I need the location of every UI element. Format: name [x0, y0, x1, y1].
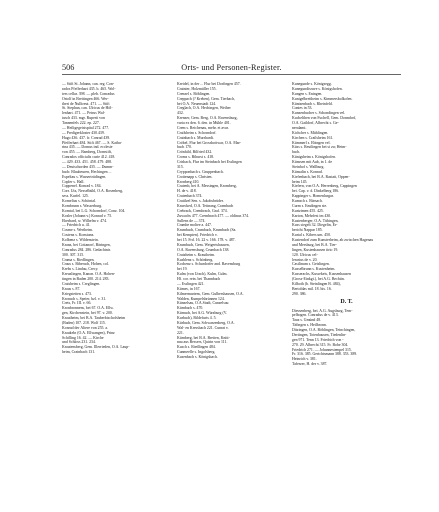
register-entry: Tannenfels 222. ep. 227. — [62, 121, 100, 125]
register-columns — [62, 82, 401, 367]
register-entry: Craisheim s. Creglingen. — [62, 281, 101, 286]
register-entry: tusch 433. mgr. Ruperti von — [62, 116, 105, 121]
register-entry: Kilboth (b. Steinlingen B. 484), — [292, 281, 341, 286]
register-entry: Kusenbach s. Königsbach. — [177, 355, 218, 359]
register-entry: Crutilzel Sen. s. Jakobsbrüder. — [177, 199, 224, 203]
register-entry: Krumbach, Crumbach, Krumbach (Sa. — [177, 228, 237, 233]
register-entry: Crainier, Holzmüller 155. — [177, 86, 217, 91]
register-entry: Kappinger s. Homenlurgar. — [292, 194, 334, 199]
register-entry: Crem s. Reichenau, mehr. et avar. — [177, 125, 229, 130]
register-entry: Kurtztmen 455. 425. — [292, 208, 324, 213]
register-entry: Crypponbach s. Gruppenbach. — [177, 169, 224, 174]
register-entry: Künssen mit Aub, in 1. de — [292, 160, 333, 164]
register-entry: Cosme s. Wertheim. — [62, 228, 94, 233]
register-entry: tingen in Baden 200. 214. 283. — [62, 277, 110, 281]
register-entry: O.A. Ravensburg, Crumbach 138. — [177, 247, 230, 252]
register-entry: Crönhild, Bilfried 432. — [177, 150, 213, 155]
register-entry: Kümmerl s. Ebingen vel. — [292, 140, 331, 145]
register-entry: Crenzel s. Böblingen. — [177, 91, 211, 96]
register-entry: Kuchelthen von Fuchell, Gem. Donndorf, — [292, 116, 357, 121]
register-entry: Täfingen s. Heilbronn. — [292, 323, 327, 328]
register-entry: — Esslingen 421. — [177, 281, 205, 286]
register-entry: Kusch s. Riedlingen 484. — [177, 345, 216, 350]
register-entry: und Schloss 231. 234. — [62, 340, 96, 345]
register-entry: Kruecked, O.A. Tettnang, Crambach — [177, 203, 234, 208]
page-title: Orts- und Personen-Register. — [181, 63, 282, 72]
register-entry: Kungen s. Eningen. — [292, 91, 323, 96]
register-entry: Hf. cor. rein. bei Thannbach — [177, 277, 221, 281]
register-entry: pelbogen. Conradus de v. 413. — [292, 313, 339, 318]
register-entry: Kusserachs, Kussekeis, Kussenhausen — [292, 272, 351, 277]
register-entry: sess. Kurfel. 125. — [62, 194, 89, 199]
register-entry: Kranz, bei Cottanorf, Bäringen, — [62, 242, 111, 247]
register-entry: Krebs s. Lindau, Crecy. — [62, 267, 99, 272]
register-entry: Kolbenz s. Wildenstein. — [62, 238, 99, 242]
register-entry: Sullens de — 374. — [177, 218, 206, 223]
register-entry: 432. — [177, 111, 184, 116]
register-entry: Kiefern, von O.A. Herrenberg, Cappingen — [292, 184, 357, 189]
register-entry: Künzelsau, O.A.Stadt, Cunzelsau — [177, 301, 229, 306]
register-entry: Crama s. Riedlingen. — [62, 257, 95, 262]
register-entry: 221. — [177, 330, 184, 335]
register-entry: lerarius de v. 20. — [292, 257, 318, 262]
register-entry: — Deutschorden 435. — Dumm- — [62, 164, 114, 169]
register-entry: Kustendorf zum Kunsterheim, ab zwischen Hagenau — [292, 238, 374, 242]
register-entry: Künigsheim s. Königshofen. — [292, 155, 336, 160]
register-entry: bei. Cap. v. d. Dinkelberg 186. — [292, 189, 340, 194]
register-entry: Küntzenbach s. Rheinfeld. — [292, 101, 333, 106]
register-entry: Crutenbach 374. — [177, 194, 203, 199]
register-entry: Zuwachs 477. Crembrach 477. — oldinus 374. — [177, 213, 250, 218]
register-entry: Kronach s. Speier, bzl. v. 31. — [62, 296, 107, 301]
register-entry: Kurtal s. Kibers um. 450. — [292, 233, 331, 238]
register-entry: Croms s. Bihurst s. 418. — [177, 155, 215, 160]
register-entry: Kurbach), Bildefurts 4. 5. — [177, 316, 217, 320]
register-entry: Heinrich v. 381. — [292, 357, 317, 362]
register-entry: — Heiligegeistspital 272. 477. — [62, 125, 110, 130]
register-entry: St. Stephan, can. Ulricus de Höl- — [62, 106, 113, 111]
register-entry: Kusselbrunn s. Kustenheim. — [292, 267, 336, 272]
register-entry: Schilling 16. 42. — Kirche — [62, 335, 104, 340]
register-column-1 — [62, 82, 171, 367]
register-entry: Kuss siegelt 32. Diegelin, Er- — [292, 223, 338, 228]
register-entry: Krautensberg, Gem. Illerrieden, O.A. Laup- — [62, 345, 130, 350]
register-entry: Craus s. Biberach, Hohen, col. — [62, 262, 109, 267]
register-entry: Ortolf in Breitingen 466. Wer- — [62, 96, 109, 101]
register-entry: Kreuzlingen, Kanon. O.A. Hohen- — [62, 272, 116, 277]
register-entry: und Mersburg, bei B.A. Tier- — [292, 242, 337, 247]
register-entry: Creglach, O.A. Hechingen, Weiher — [177, 106, 231, 111]
register-entry: 290. 386. — [292, 291, 307, 296]
section-heading: D. T. — [340, 298, 353, 305]
register-entry: Dertingen, Totenhausen, Tiedenlin- — [292, 332, 347, 337]
register-entry: Espeltau s. Wassertrüdingen. — [62, 174, 107, 179]
register-entry: Kriegstetten s. 473. — [62, 291, 92, 296]
register-entry: (Gross-Einkgt.), bei A.G. Bechtin. — [292, 277, 345, 281]
register-entry: Kilmermartens, Gem. Gulbershausen, O.A. — [177, 291, 244, 296]
register-entry: neralamt. — [292, 125, 307, 130]
register-entry: 270. 29. Albrecht 315. Fr. Bobe 304. — [292, 342, 349, 347]
register-entry: O.A. Gaildorf, Albrecht s. Ge- — [292, 121, 339, 125]
register-column-2 — [177, 82, 286, 367]
register-entry: Konrad der Ältere von 255. a. — [62, 325, 109, 330]
register-entry: — Friedrich u. 41. — [62, 223, 91, 228]
register-entry: Friedrich 271. — Johannestempel 315. — [292, 347, 352, 352]
register-entry: Wal- en Kressbach 221. Cunrat v. — [177, 325, 229, 330]
register-entry: Bertoldas mil. 18. bis. 16. — [292, 286, 332, 291]
register-entry: Kumsch s. Bürsach. — [292, 199, 323, 203]
register-entry: bach. — [292, 150, 301, 155]
register-entry: Walden, Kumpelsbrünnen 124. — [177, 296, 225, 301]
register-entry: Karton, Mehrfest im 430. — [292, 213, 332, 218]
register-entry: von 455. — Bamberg, Dornstift, — [62, 150, 113, 155]
register-entry: Crottenapp s. Christen. — [177, 174, 213, 179]
register-entry: Kirchen s. Crailsheim 161. — [292, 135, 334, 140]
register-entry: Conradus 284. 286. Gedachtnis — [62, 247, 111, 252]
register-entry: bericht Nappar 185. — [292, 228, 323, 233]
register-entry: varia ex den. 6. den. in Mühle 401. — [177, 121, 231, 125]
register-entry: Crailsheim s. Schorndorf. — [177, 130, 217, 135]
register-entry: Kümes, in 167. — [177, 286, 201, 291]
register-entry: Curm s. Emdingen ste. — [292, 203, 328, 208]
register-entry: Coppenel. Konrad v. 184. — [62, 184, 102, 189]
register-entry: ters cellar. 398. — pleb. Conradus — [62, 91, 115, 96]
register-entry: Kichcher s. Mühlingen. — [292, 130, 329, 135]
register-entry: Crisbach, Flur im Steinbach bei Esslingen — [177, 160, 242, 164]
register-entry: Krenzer, Gem. Berg, O.A. Ravensburg, — [177, 116, 238, 121]
register-entry: Eberhard, w. Wilhelm v. 474. — [62, 218, 107, 223]
register-entry: Pfefferhart 484. Stift 467. — S. Katha- — [62, 140, 122, 145]
register-entry: Kraukeln (O.A. Ellwangen), Prinz — [62, 330, 115, 335]
register-entry: 300. 307. 315. — [62, 252, 85, 257]
register-entry: Hugo 436. 437. fr. Conrad 439. — [62, 135, 111, 140]
register-entry: (Baden) 107. 218. Wolf 115. — [62, 320, 106, 325]
register-entry: Costenz s. Konstanz. — [62, 233, 95, 238]
register-entry: Kosler (Johann v.) Konrad v. 75. — [62, 213, 113, 218]
register-entry: H. de v. 418. — [177, 189, 197, 194]
register-entry: heim, Crainbach 131. — [62, 350, 96, 355]
register-entry: Kürnach, bei A.G. Würzburg (V. — [177, 311, 227, 316]
register-entry: Krautheim, bei B.A. Tauberbischofsheim — [62, 316, 126, 320]
register-entry: Crets, Fr. III. v. 66. — [62, 301, 92, 306]
register-entry: Cunmeelle s. Ingolsberg. — [177, 350, 216, 355]
register-entry: gen 971. Tenn 13. Friedrich von - — [292, 337, 344, 342]
register-column-3 — [292, 82, 401, 367]
register-entry: heim 145. — [292, 179, 308, 184]
register-entry: Küss s. Reutlingen bei si zu; Heim- — [292, 145, 347, 150]
register-entry: Kunzenbacher s. Schondingen vel. — [292, 111, 346, 116]
register-entry: Corr. Utz, Nesselbühl, O.A. Rosenberg, — [62, 189, 123, 194]
register-entry: Kürbach, Gem. Schwarzenberg, O.A. — [177, 320, 235, 325]
register-entry: Kraus s. 87. — [62, 286, 81, 291]
register-entry: rina 435. — Domus ind. ecclesie — [62, 145, 113, 150]
register-entry: Künsalin s. Konrad. — [292, 169, 323, 174]
page-number: 506 — [62, 63, 75, 72]
register-entry: bei 19. — [177, 267, 188, 272]
register-entry: lenhart. 471. — Petrus Wal- — [62, 111, 105, 116]
register-entry: Steinhof s. Wallburg. — [292, 164, 325, 169]
register-entry: Fr. 316. 385. Gerichtsmann 388. 353. 389. — [292, 352, 358, 357]
register-entry: bach 170. — [177, 145, 192, 150]
register-entry: nau aus Bessers, Quirin von 111. — [177, 340, 228, 345]
register-entry: 315. — [177, 164, 184, 169]
register-entry: Kornbrunn s. Wasserburg. — [62, 203, 103, 208]
register-entry: Kornelius s. Schöntal. — [62, 199, 96, 203]
register-entry: Crebrack, Crembrach, Graf. 374. — [177, 208, 228, 213]
register-entry: rados Pfefferhart 435. b. 465. Wol- — [62, 86, 116, 91]
register-entry: Conrados officialis curie 412. 418. — [62, 155, 116, 160]
register-entry: Ditzingen, O.A. Böblingen, Teinchingen, — [292, 328, 356, 332]
register-entry: Kunegundisruve s. Königshofen. — [292, 86, 343, 91]
register-entry: Kreidel, in der ... Flur bei Dorfingen 457. — [177, 82, 241, 86]
register-entry: Creppach (? Kreben), Gem. Tierbach, — [177, 96, 235, 101]
register-entry: Crainbach s. Murrhardt. — [177, 135, 214, 140]
register-entry: Contes in 53. — [292, 106, 313, 111]
register-entry: Copler s. Hall. — [62, 179, 85, 184]
register-entry: Krumbach, Gem. Weigertshausen, — [177, 242, 230, 247]
register-entry: gen, Kirchenstein, bei 97. v. 200. — [62, 311, 113, 316]
register-entry: bei O.A. Neuenstadt 124. — [177, 101, 217, 106]
register-entry: Cröbel, Flur bei Grossbottwar, O.A. Mar- — [177, 140, 241, 145]
register-entry: Kürnbach s. 470. — [177, 306, 204, 311]
register-entry: bei 15. Frd. 16. 22 v. 166. 178. v. 487. — [177, 238, 236, 242]
register-entry: Tauz s. Gmünd 48. — [292, 318, 322, 323]
register-entry: Kürnberg, bei B.A. Bretten, Knitt- — [177, 335, 230, 340]
register-entry: Kulm (von Urach), Kulm, Culm. — [177, 272, 228, 277]
register-entry: — Stift St. Johann, can. reg. Con- — [62, 82, 115, 86]
register-entry: Castlinum s. Geislingen. — [292, 262, 330, 267]
register-entry: Diessenberg, bei. A.G. Augsburg, Tem- — [292, 308, 353, 313]
register-entry: Kunigelbrettheim s. Kimmersbolkofen. — [292, 96, 353, 101]
register-entry: bach: Blaubeuren, Hechingen ... — [62, 169, 112, 174]
register-entry: Kusblenz s. Schönberg. — [177, 257, 214, 262]
register-entry: Kunegunde s. Königsegg. — [292, 82, 332, 86]
register-entry: bei Kempten). Friedrich v. — [177, 233, 218, 238]
register-entry: Kochenz s. Schurdorfer and. Ravensburg — [177, 262, 241, 267]
register-entry: Crutenb, bei A. Messingen, Kromberg, — [177, 184, 237, 189]
register-entry: Kronbronnens, bei 67. O.A. Ellw. — [62, 306, 114, 311]
register-entry: Kronberg 410. — [177, 179, 200, 184]
register-entry: — Predigerkloster 430.439. — [62, 130, 105, 135]
page-header — [62, 62, 401, 75]
register-entry: Kustenberger, O.A. Tübingen, — [292, 218, 339, 223]
register-entry: — 429. 433. 451. 458. 479. 488. — [62, 160, 112, 164]
register-entry: 120. Ulricus cel- — [292, 252, 318, 257]
register-entry: Crutzheim s. Krautheim. — [177, 252, 216, 257]
register-entry: Korntal, bei L.G. Schorndorf, Conz. 104. — [62, 208, 126, 213]
register-entry: Crambe moltee a. 447. — [177, 223, 212, 228]
register-entry: lingen, Kustenhausen tirio 19. — [292, 247, 339, 252]
register-entry: Kiefenbach, bei B.A. Rastatt, Oppen- — [292, 174, 350, 179]
register-entry: theri de Nulltreut. 471. — Stift — [62, 101, 110, 106]
register-entry: Taferzer, H. der v. 387. — [292, 362, 328, 367]
